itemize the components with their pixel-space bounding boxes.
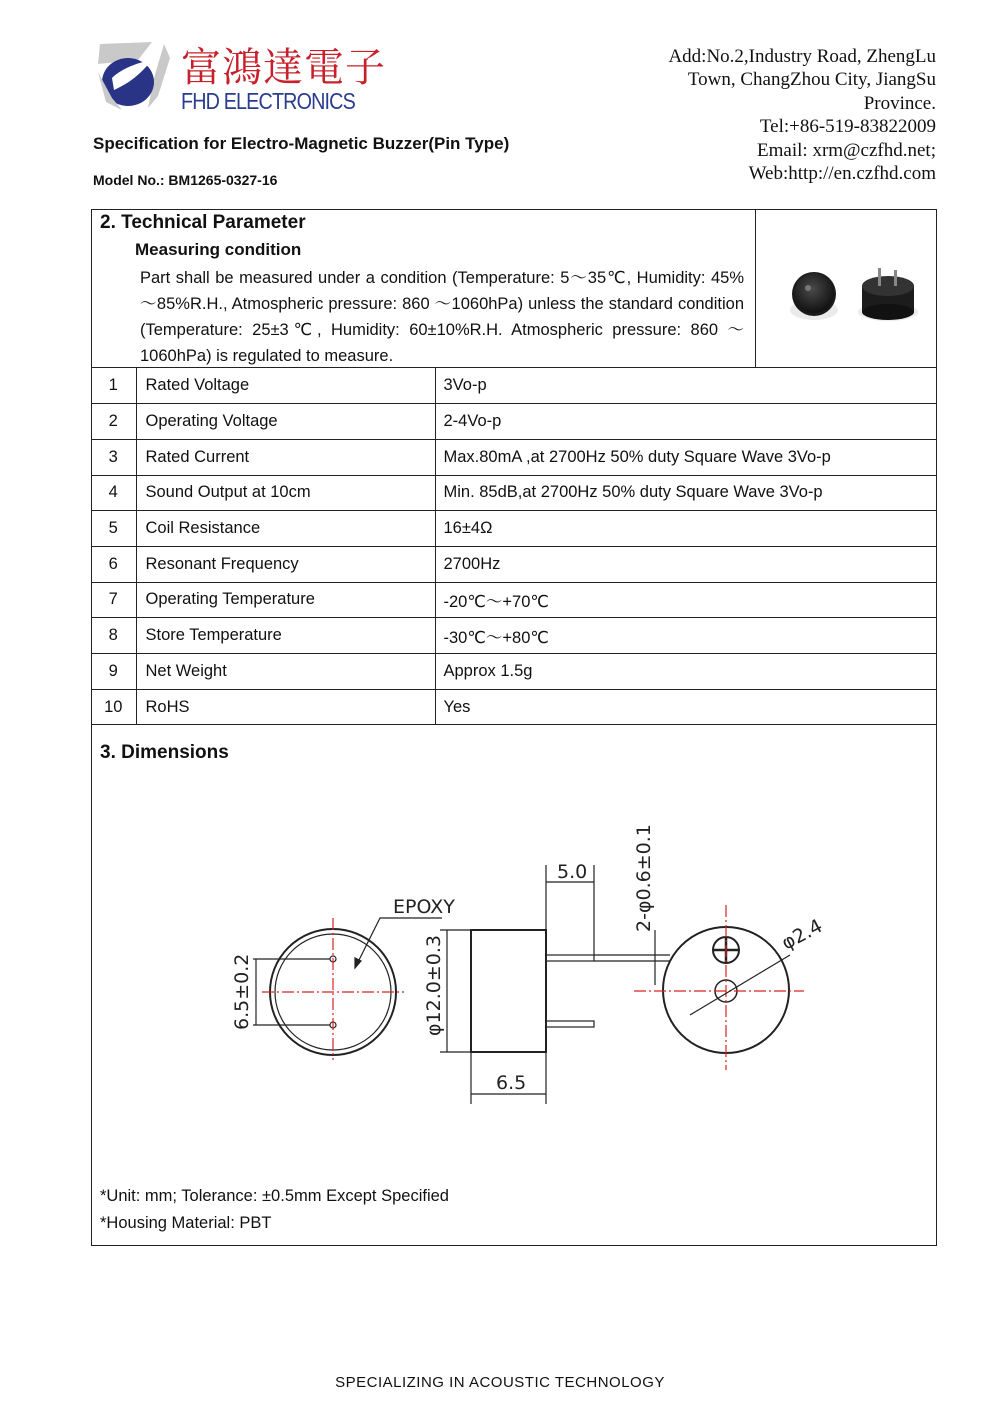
tel-line: Tel:+86-519-83822009	[759, 116, 936, 138]
param-value: 2-4Vo-p	[435, 404, 937, 440]
param-value: 3Vo-p	[435, 368, 937, 404]
document-title: Specification for Electro-Magnetic Buzzer(Pin Type)	[93, 134, 510, 153]
parameter-table	[91, 368, 937, 725]
company-logo-icon	[92, 38, 172, 113]
param-number: 8	[91, 618, 136, 654]
table-row	[91, 368, 937, 404]
measuring-condition-heading: Measuring condition	[135, 240, 302, 259]
dimensions-heading: 3. Dimensions	[100, 742, 229, 763]
photo-cell-divider	[755, 209, 756, 368]
logo-english-text: FHD ELECTRONICS	[181, 88, 355, 114]
param-number: 10	[91, 689, 136, 725]
param-name: Store Temperature	[136, 618, 435, 654]
email-line: Email: xrm@czfhd.net;	[757, 139, 936, 161]
address-line: Add:No.2,Industry Road, ZhengLu	[668, 46, 936, 67]
param-number: 9	[91, 654, 136, 690]
table-row	[91, 618, 937, 654]
param-value: Max.80mA ,at 2700Hz 50% duty Square Wave 3Vo-p	[435, 439, 937, 475]
param-name: Coil Resistance	[136, 511, 435, 547]
pin-length-label: 5.0	[557, 861, 588, 883]
dimension-drawing	[200, 820, 840, 1120]
table-row	[91, 546, 937, 582]
param-value: Min. 85dB,at 2700Hz 50% duty Square Wave 3Vo-p	[435, 475, 937, 511]
param-value: Yes	[435, 689, 937, 725]
param-number: 1	[91, 368, 136, 404]
unit-tolerance-note: *Unit: mm; Tolerance: ±0.5mm Except Specified	[100, 1187, 449, 1205]
param-name: Operating Temperature	[136, 582, 435, 618]
height-label: 6.5	[496, 1072, 527, 1094]
param-number: 7	[91, 582, 136, 618]
address-line: Province.	[863, 92, 936, 114]
param-name: Resonant Frequency	[136, 546, 435, 582]
param-name: Rated Voltage	[136, 368, 435, 404]
diameter-label: φ12.0±0.3	[423, 935, 445, 1036]
param-value: 16±4Ω	[435, 511, 937, 547]
page-footer: SPECIALIZING IN ACOUSTIC TECHNOLOGY	[335, 1374, 665, 1391]
param-value: -30℃～+80℃	[435, 618, 937, 654]
measuring-condition-text: Part shall be measured under a condition (Temperature: 5～35℃, Humidity: 45%～85%R.H., Atmospheric pressure: 860 ～1060hPa) unless the standard condition (Temperature: 25±3℃, Humidity: 60±10%R.H. Atmospheric pressure: 860 ～1060hPa) is regulated to measure.	[140, 269, 744, 365]
param-name: Sound Output at 10cm	[136, 475, 435, 511]
table-row	[91, 511, 937, 547]
side-view-body	[471, 930, 546, 1052]
param-number: 4	[91, 475, 136, 511]
table-row	[91, 404, 937, 440]
hole-diameter-label: φ2.4	[778, 914, 827, 955]
housing-material-note: *Housing Material: PBT	[100, 1214, 272, 1232]
param-name: Rated Current	[136, 439, 435, 475]
buzzer-product-photo	[780, 260, 930, 335]
param-number: 2	[91, 404, 136, 440]
param-number: 5	[91, 511, 136, 547]
web-line: Web:http://en.czfhd.com	[748, 163, 936, 185]
table-row	[91, 475, 937, 511]
pin-pitch-label: 6.5±0.2	[231, 953, 253, 1030]
table-row	[91, 439, 937, 475]
table-row	[91, 654, 937, 690]
pin-diameter-label: 2-φ0.6±0.1	[633, 824, 655, 932]
logo-chinese-text: 富鴻達電子	[181, 45, 386, 91]
address-line: Town, ChangZhou City, JiangSu	[687, 69, 936, 91]
table-row	[91, 689, 937, 725]
param-name: Net Weight	[136, 654, 435, 690]
param-name: RoHS	[136, 689, 435, 725]
param-name: Operating Voltage	[136, 404, 435, 440]
param-number: 6	[91, 546, 136, 582]
param-value: 2700Hz	[435, 546, 937, 582]
epoxy-label: EPOXY	[393, 896, 455, 918]
company-address	[596, 45, 936, 185]
table-row	[91, 582, 937, 618]
param-value: Approx 1.5g	[435, 654, 937, 690]
technical-parameter-heading: 2. Technical Parameter	[100, 212, 306, 233]
param-value: -20℃～+70℃	[435, 582, 937, 618]
model-number: Model No.: BM1265-0327-16	[93, 172, 278, 188]
param-number: 3	[91, 439, 136, 475]
